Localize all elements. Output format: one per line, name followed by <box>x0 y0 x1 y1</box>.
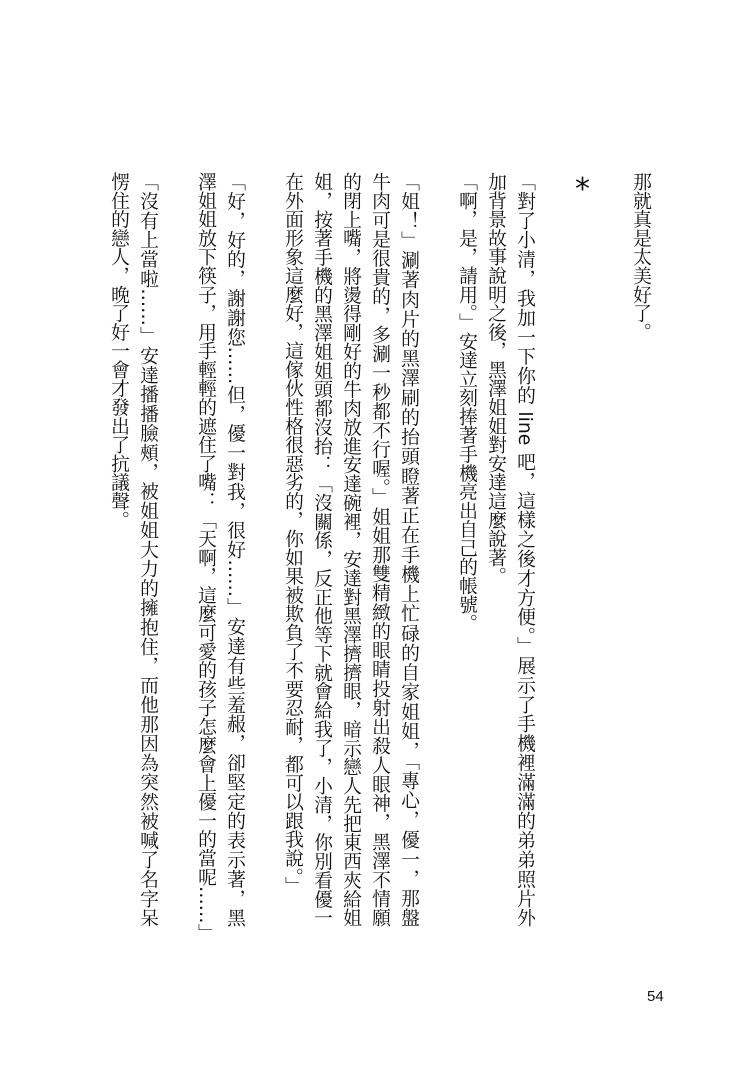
page-number: 54 <box>647 988 664 1005</box>
text-column: 愣住的戀人，晚了好一會才發出了抗議聲。 <box>108 172 129 530</box>
text-column: 的閉上嘴，將燙得剛好的牛肉放進安達碗裡，安達對黑澤擠擠眼，暗示戀人先把東西夾給姐 <box>340 172 361 927</box>
text-column: 澤姐姐放下筷子，用手輕輕的遮住了嘴：「天啊，這麼可愛的孩子怎麼會上優一的當呢……」 <box>195 172 216 943</box>
paragraph <box>191 172 249 943</box>
blank-column <box>423 172 452 927</box>
text-column: 牛肉可是很貴的，多涮一秒都不行喔。」姐姐那雙精緻的眼睛投射出殺人眼神，黑澤不情願 <box>369 172 390 927</box>
paragraph <box>626 172 655 927</box>
blank-column <box>249 172 278 927</box>
paragraph <box>104 172 162 927</box>
text-column: 「姐！」涮著肉片的黑澤刷的抬頭瞪著正在手機上忙碌的自家姐姐，「專心，優一，那盤 <box>398 172 419 927</box>
scene-break-asterisk: * <box>565 172 600 207</box>
text-column: 加背景故事說明之後，黑澤姐姐對安達這麼說著。 <box>485 172 506 586</box>
blank-column <box>162 172 191 927</box>
text-column: 姐，按著手機的黑澤姐姐頭都沒抬：「沒關係，反正他等下就會給我了，小清，你別看優一 <box>311 172 332 927</box>
text-column: 「好，好的，謝謝您……但，優一對我，很好……」安達有些羞赧，卻堅定的表示著，黑 <box>224 172 245 927</box>
text-column: 那就真是太美好了。 <box>630 172 651 342</box>
blank-column <box>539 172 568 927</box>
text-column: 在外面形象這麼好，這傢伙性格很惡劣的，你如果被欺負了不要忍耐，都可以跟我說。」 <box>282 172 303 896</box>
text-column: 「對了小清，我加一下你的 line 吧，這樣之後才方便。」展示了手機裡滿滿的弟弟照片外 <box>514 172 535 927</box>
paragraph <box>278 172 423 927</box>
text-column: 「沒有上當啦……」安達播播臉頰，被姐姐大力的擁抱住，而他那因為突然被喊了名字呆 <box>137 172 158 927</box>
text-column: 「啊，是，請用。」安達立刻捧著手機亮出自己的帳號。 <box>456 172 477 633</box>
vertical-text-body <box>104 172 655 943</box>
blank-column <box>597 172 626 927</box>
paragraph <box>452 172 481 927</box>
paragraph <box>481 172 539 927</box>
